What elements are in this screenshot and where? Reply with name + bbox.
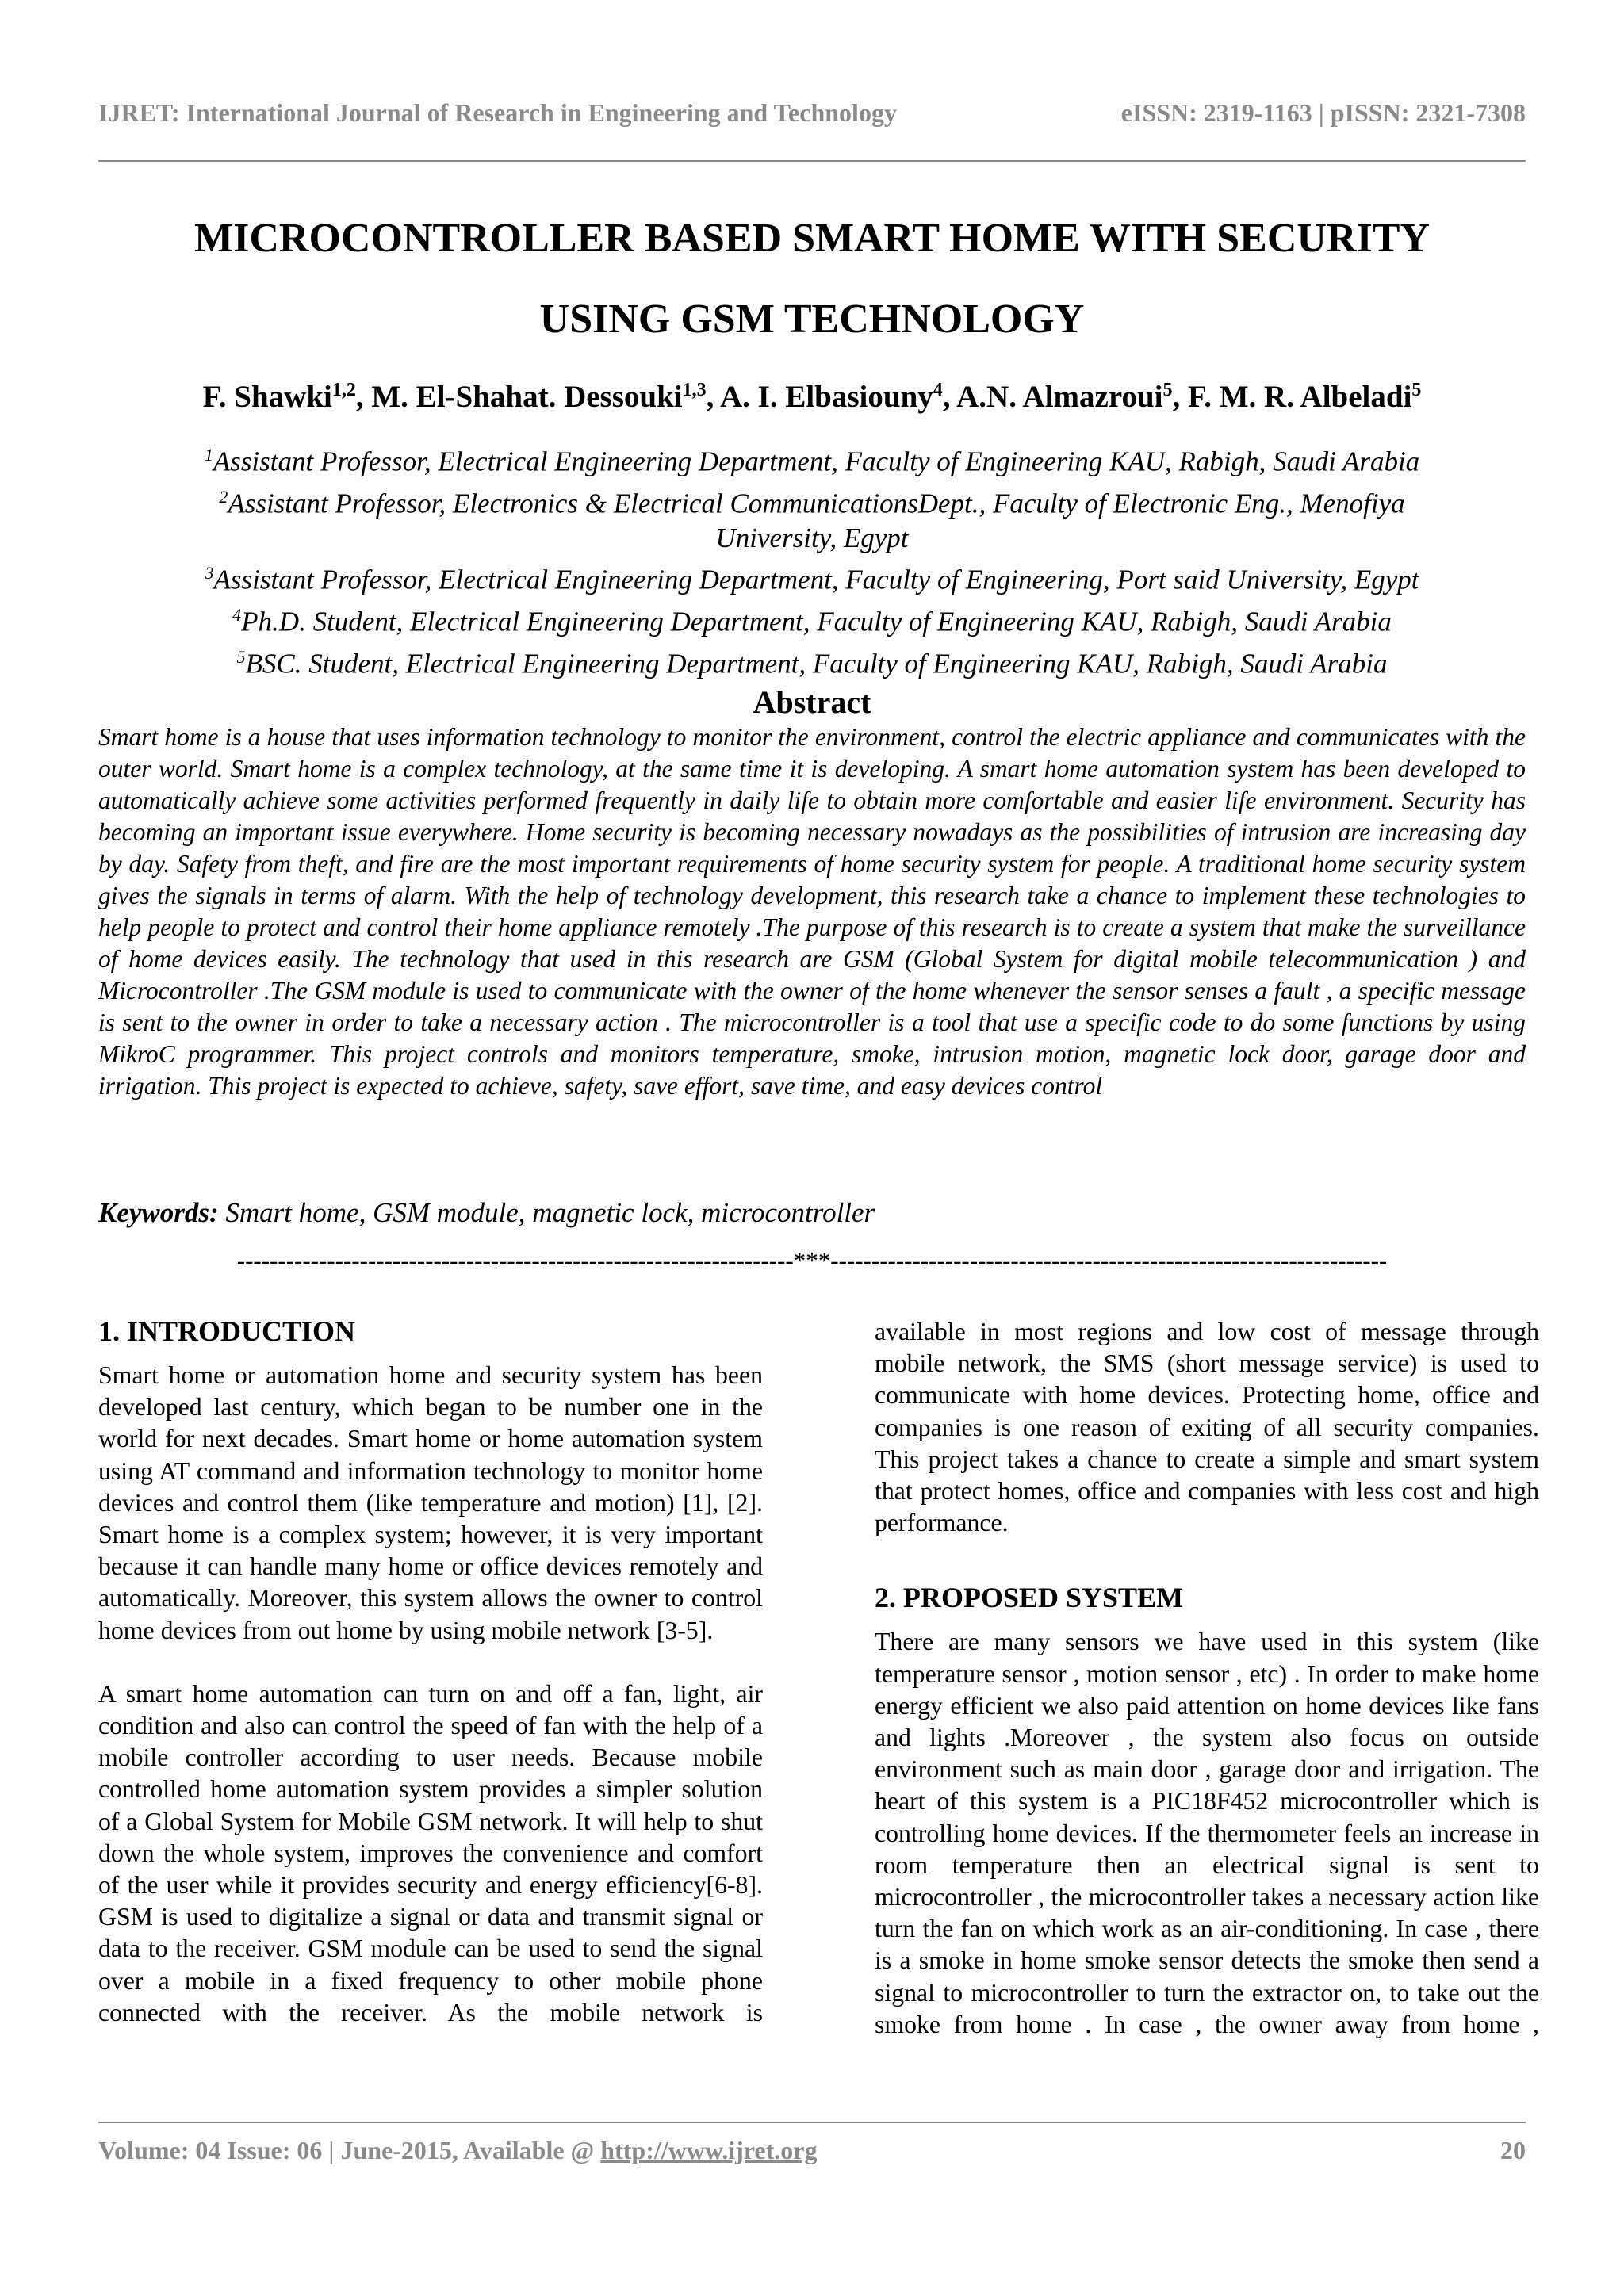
affiliation-4: $^4$Ph.D. Student, Electrical Engineering Department, Faculty of Engineering KAU, Rabigh, Saudi Arabia xyxy=(232,604,1392,637)
page-number: 20 xyxy=(1500,2136,1526,2164)
proposed-system-paragraph-1: There are many sensors we have used in this system (like temperature sensor , motion sensor , etc) . In order to make home energy efficient we also paid attention on home devices like fans and lights .Moreover , the system also focus on outside environment such as main door , garage door and irrigation. The heart of this system is a PIC18F452 microcontroller which is controlling home devices. If the thermometer feels an increase in room temperature then an electrical signal is sent to microcontroller , the microcontroller takes a necessary action like turn the fan on which work as an air-conditioning. In case , there is a smoke in home smoke sensor detects the smoke then send a signal to microcontroller to turn the extractor on, to take out the smoke from home . In case , the owner away from home , xyxy=(875,1628,1539,2038)
abstract-text: Smart home is a house that uses information technology to monitor the environment, control the electric appliance and communicates with the outer world. Smart home is a complex technology, at the same time it is developing. A smart home automation system has been developed to automatically achieve some activities performed frequently in daily life to obtain more comfortable and easier life environment. Security has becoming an important issue everywhere. Home security is becoming necessary nowadays as the possibilities of intrusion are increasing day by day. Safety from theft, and fire are the most important requirements of home security system for people. A traditional home security system gives the signals in terms of alarm. With the help of technology development, this research take a chance to implement these technologies to help people to protect and control their home appliance remotely .The purpose of this research is to create a system that make the surveillance of home devices easily. The technology that used in this research are GSM (Global System for digital mobile telecommunication ) and Microcontroller .The GSM module is used to communicate with the owner of the home whenever the sensor senses a fault , a specific message is sent to the owner in order to take a necessary action . The microcontroller is a tool that use a specific code to do some functions by using MikroC programmer. This project controls and monitors temperature, smoke, intrusion motion, magnetic lock door, garage door and irrigation. This project is expected to achieve, safety, save effort, save time, and easy devices control xyxy=(98,723,1526,1100)
affiliation-2-continued: University, Egypt xyxy=(715,522,909,554)
keywords-text: Smart home, GSM module, magnetic lock, microcontroller xyxy=(218,1197,875,1228)
abstract-heading: Abstract xyxy=(753,684,871,720)
introduction-paragraph-3: available in most regions and low cost of message through mobile network, the SMS (short message service) is used to communicate with home devices. Protecting home, office and companies is one reason of exiting of all security companies. This project takes a chance to create a simple and smart system that protect homes, office and companies with less cost and high performance. xyxy=(875,1318,1539,1537)
affiliation-3: $^3$Assistant Professor, Electrical Engineering Department, Faculty of Engineering, Port said University, Egypt xyxy=(205,563,1419,595)
title-line-1: MICROCONTROLLER BASED SMART HOME WITH SECURITY xyxy=(194,216,1430,261)
title-line-2: USING GSM TECHNOLOGY xyxy=(539,297,1085,342)
affiliations xyxy=(98,438,1526,681)
footer-rule xyxy=(98,2122,1526,2123)
right-column xyxy=(875,1316,1539,2041)
author: F. Shawki$^{1,2}$, xyxy=(202,380,372,414)
paper-title xyxy=(98,198,1526,360)
author: A. I. Elbasiouny$^4$, xyxy=(719,380,957,414)
proposed-system-heading: 2. PROPOSED SYSTEM xyxy=(875,1582,1184,1614)
issn-numbers: eISSN: 2319-1163 | pISSN: 2321-7308 xyxy=(1120,98,1526,127)
author: A.N. Almazroui$^5$, xyxy=(956,380,1188,414)
introduction-paragraph-2: A smart home automation can turn on and off a fan, light, air condition and also can control the speed of fan with the help of a mobile controller according to user needs. Because mobile controlled home automation system provides a simpler solution of a Global System for Mobile GSM network. It will help to shut down the whole system, improves the convenience and comfort of the user while it provides security and energy efficiency[6-8]. GSM is used to digitalize a signal or data and transmit signal or data to the receiver. GSM module can be used to send the signal over a mobile in a fixed frequency to other mobile phone connected with the receiver. As the mobile network is xyxy=(98,1679,763,2026)
journal-name: IJRET: International Journal of Research in Engineering and Technology xyxy=(98,98,897,127)
journal-link[interactable]: http://www.ijret.org xyxy=(600,2136,818,2164)
author-list xyxy=(98,379,1526,415)
running-header xyxy=(98,98,1526,128)
affiliation-5: $^5$BSC. Student, Electrical Engineering Department, Faculty of Engineering KAU, Rabigh, Saudi Arabia xyxy=(236,646,1388,679)
author: F. M. R. Albeladi$^5$ xyxy=(1187,380,1422,414)
volume-info: Volume: 04 Issue: 06 | June-2015, Available @ http://www.ijret.org xyxy=(98,2136,818,2164)
left-column xyxy=(98,1312,763,2029)
introduction-heading: 1. INTRODUCTION xyxy=(98,1315,356,1347)
section-separator: --------------------------------------------------------------------***-------------------------------------------------------------------- xyxy=(236,1246,1388,1274)
keywords-label: Keywords: xyxy=(98,1197,219,1228)
keywords xyxy=(98,1197,1526,1229)
introduction-paragraph-1: Smart home or automation home and security system has been developed last century, which began to be number one in the world for next decades. Smart home or home automation system using AT command and information technology to monitor home devices and control them (like temperature and motion) [1], [2]. Smart home is a complex system; however, it is very important because it can handle many home or office devices remotely and automatically. Moreover, this system allows the owner to control home devices from out home by using mobile network [3-5]. xyxy=(98,1361,763,1644)
affiliation-2: $^2$Assistant Professor, Electronics & Electrical CommunicationsDept., Faculty of Electronic Eng., Menofiya xyxy=(219,486,1405,519)
affiliation-1: $^1$Assistant Professor, Electrical Engineering Department, Faculty of Engineering KAU, Rabigh, Saudi Arabia xyxy=(204,445,1420,477)
header-rule xyxy=(98,160,1526,162)
author: M. El-Shahat. Dessouki$^{1,3}$, xyxy=(371,380,720,414)
page-footer xyxy=(98,2136,1526,2165)
